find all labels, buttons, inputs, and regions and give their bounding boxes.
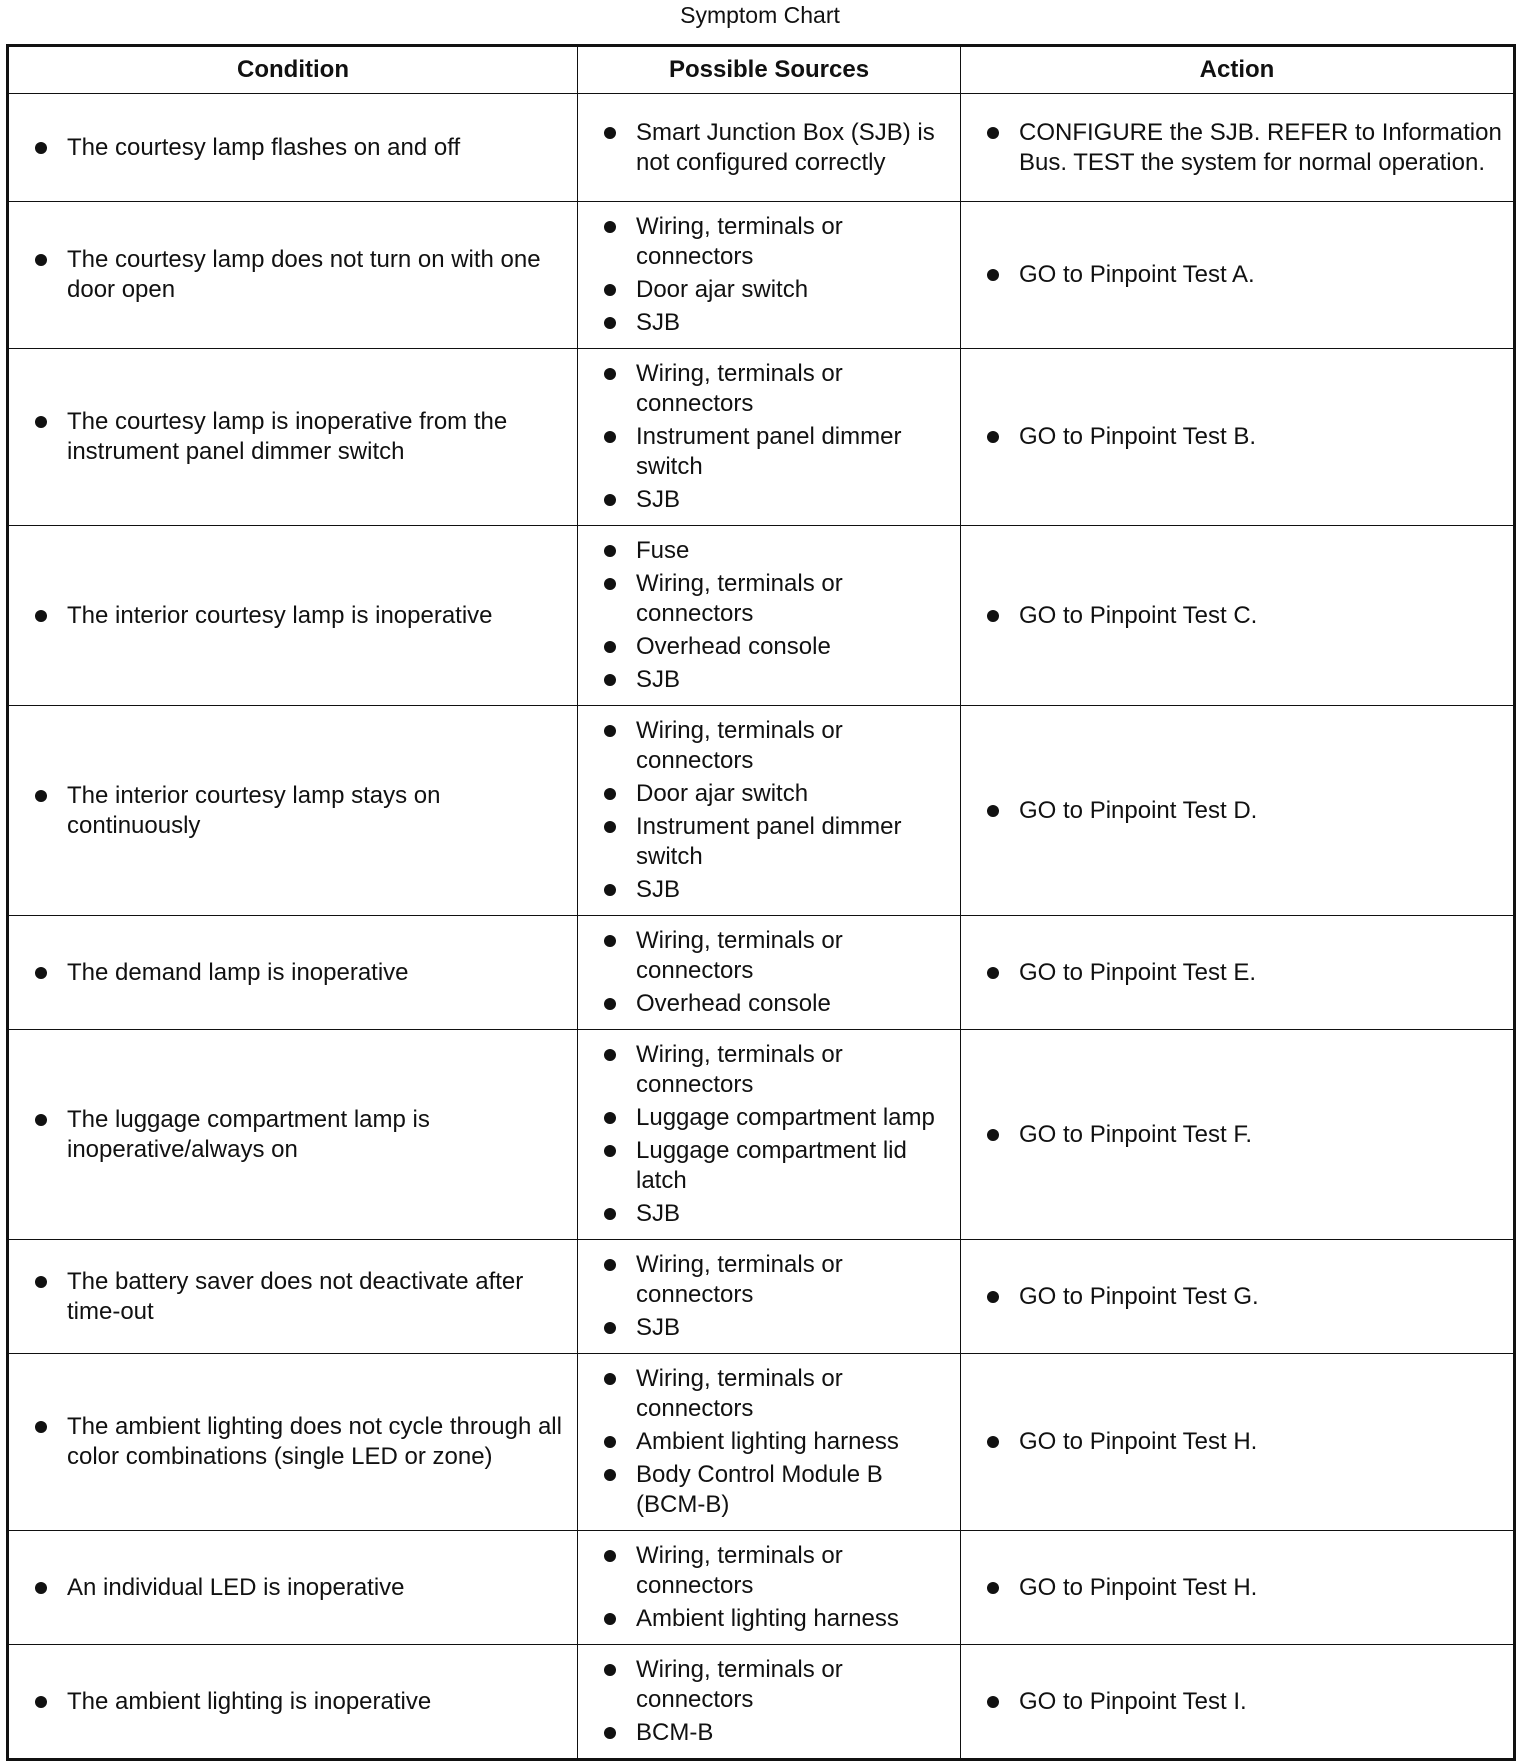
list-item: Overhead console [578, 632, 950, 662]
bullet-list [578, 1240, 960, 1353]
bullet-list [961, 108, 1513, 188]
list-item: The courtesy lamp is inoperative from the instrument panel dimmer switch [9, 407, 567, 467]
possible-sources-cell [578, 1354, 961, 1531]
list-item: Door ajar switch [578, 275, 950, 305]
list-item: The courtesy lamp flashes on and off [9, 133, 567, 163]
action-cell [961, 916, 1515, 1030]
page-title: Symptom Chart [680, 2, 840, 28]
bullet-list [9, 235, 577, 315]
list-item: Wiring, terminals or connectors [578, 926, 950, 986]
list-item: Instrument panel dimmer switch [578, 812, 950, 872]
bullet-list [961, 1110, 1513, 1160]
bullet-list [578, 1645, 960, 1758]
possible-sources-cell [578, 1240, 961, 1354]
bullet-list [9, 1402, 577, 1482]
table-row [8, 916, 1515, 1030]
bullet-list [961, 1563, 1513, 1613]
list-item: Wiring, terminals or connectors [578, 359, 950, 419]
action-cell [961, 349, 1515, 526]
possible-sources-cell [578, 916, 961, 1030]
list-item: GO to Pinpoint Test A. [961, 260, 1503, 290]
list-item: Body Control Module B (BCM-B) [578, 1460, 950, 1520]
list-item: Wiring, terminals or connectors [578, 1655, 950, 1715]
list-item: GO to Pinpoint Test G. [961, 1282, 1503, 1312]
table-row [8, 349, 1515, 526]
condition-cell [8, 202, 578, 349]
table-row [8, 202, 1515, 349]
possible-sources-cell [578, 349, 961, 526]
condition-cell [8, 1531, 578, 1645]
list-item: The courtesy lamp does not turn on with one door open [9, 245, 567, 305]
bullet-list [9, 123, 577, 173]
list-item: The ambient lighting does not cycle through all color combinations (single LED or zone) [9, 1412, 567, 1472]
bullet-list [578, 1030, 960, 1239]
condition-cell [8, 526, 578, 706]
list-item: Instrument panel dimmer switch [578, 422, 950, 482]
table-row [8, 1354, 1515, 1531]
action-cell [961, 706, 1515, 916]
list-item: Luggage compartment lid latch [578, 1136, 950, 1196]
list-item: SJB [578, 875, 950, 905]
list-item: GO to Pinpoint Test E. [961, 958, 1503, 988]
bullet-list [961, 591, 1513, 641]
list-item: The ambient lighting is inoperative [9, 1687, 567, 1717]
bullet-list [9, 771, 577, 851]
list-item: SJB [578, 485, 950, 515]
condition-cell [8, 916, 578, 1030]
list-item: Wiring, terminals or connectors [578, 1040, 950, 1100]
bullet-list [961, 1417, 1513, 1467]
list-item: The interior courtesy lamp stays on continuously [9, 781, 567, 841]
symptom-chart-table [6, 44, 1516, 1761]
header-condition: Condition [8, 46, 578, 94]
bullet-list [578, 1354, 960, 1530]
list-item: Wiring, terminals or connectors [578, 1250, 950, 1310]
list-item: Wiring, terminals or connectors [578, 716, 950, 776]
list-item: The battery saver does not deactivate after time-out [9, 1267, 567, 1327]
list-item: Overhead console [578, 989, 950, 1019]
list-item: An individual LED is inoperative [9, 1573, 567, 1603]
condition-cell [8, 1354, 578, 1531]
header-possible-sources: Possible Sources [578, 46, 961, 94]
bullet-list [578, 706, 960, 915]
table-row [8, 1030, 1515, 1240]
action-cell [961, 1354, 1515, 1531]
bullet-list [578, 916, 960, 1029]
table-row [8, 1645, 1515, 1760]
bullet-list [578, 526, 960, 705]
possible-sources-cell [578, 202, 961, 349]
header-action: Action [961, 46, 1515, 94]
condition-cell [8, 1240, 578, 1354]
table-row [8, 94, 1515, 202]
bullet-list [578, 1531, 960, 1644]
list-item: Luggage compartment lamp [578, 1103, 950, 1133]
condition-cell [8, 706, 578, 916]
table-row [8, 1240, 1515, 1354]
list-item: Fuse [578, 536, 950, 566]
action-cell [961, 1240, 1515, 1354]
possible-sources-cell [578, 94, 961, 202]
bullet-list [9, 948, 577, 998]
bullet-list [961, 1272, 1513, 1322]
bullet-list [961, 1677, 1513, 1727]
list-item: Ambient lighting harness [578, 1604, 950, 1634]
list-item: Wiring, terminals or connectors [578, 1541, 950, 1601]
bullet-list [9, 591, 577, 641]
action-cell [961, 526, 1515, 706]
list-item: GO to Pinpoint Test D. [961, 796, 1503, 826]
table-row [8, 706, 1515, 916]
list-item: SJB [578, 1199, 950, 1229]
list-item: GO to Pinpoint Test H. [961, 1573, 1503, 1603]
list-item: Wiring, terminals or connectors [578, 212, 950, 272]
bullet-list [961, 786, 1513, 836]
bullet-list [961, 412, 1513, 462]
bullet-list [578, 108, 960, 188]
bullet-list [578, 349, 960, 525]
possible-sources-cell [578, 1645, 961, 1760]
bullet-list [9, 1563, 577, 1613]
possible-sources-cell [578, 1531, 961, 1645]
list-item: The interior courtesy lamp is inoperative [9, 601, 567, 631]
possible-sources-cell [578, 706, 961, 916]
list-item: Wiring, terminals or connectors [578, 1364, 950, 1424]
condition-cell [8, 349, 578, 526]
list-item: GO to Pinpoint Test I. [961, 1687, 1503, 1717]
table-body [8, 94, 1515, 1760]
list-item: Ambient lighting harness [578, 1427, 950, 1457]
list-item: The demand lamp is inoperative [9, 958, 567, 988]
possible-sources-cell [578, 1030, 961, 1240]
condition-cell [8, 1645, 578, 1760]
list-item: GO to Pinpoint Test H. [961, 1427, 1503, 1457]
bullet-list [9, 397, 577, 477]
list-item: The luggage compartment lamp is inoperative/always on [9, 1105, 567, 1165]
list-item: SJB [578, 1313, 950, 1343]
list-item: Door ajar switch [578, 779, 950, 809]
list-item: CONFIGURE the SJB. REFER to Information Bus. TEST the system for normal operation. [961, 118, 1503, 178]
list-item: Smart Junction Box (SJB) is not configured correctly [578, 118, 950, 178]
condition-cell [8, 94, 578, 202]
bullet-list [9, 1257, 577, 1337]
action-cell [961, 1030, 1515, 1240]
list-item: GO to Pinpoint Test C. [961, 601, 1503, 631]
possible-sources-cell [578, 526, 961, 706]
bullet-list [961, 250, 1513, 300]
table-row [8, 1531, 1515, 1645]
list-item: GO to Pinpoint Test B. [961, 422, 1503, 452]
action-cell [961, 202, 1515, 349]
bullet-list [9, 1677, 577, 1727]
bullet-list [578, 202, 960, 348]
bullet-list [9, 1095, 577, 1175]
bullet-list [961, 948, 1513, 998]
table-header-row [8, 46, 1515, 94]
list-item: Wiring, terminals or connectors [578, 569, 950, 629]
action-cell [961, 1645, 1515, 1760]
list-item: SJB [578, 665, 950, 695]
list-item: BCM-B [578, 1718, 950, 1748]
list-item: SJB [578, 308, 950, 338]
condition-cell [8, 1030, 578, 1240]
table-row [8, 526, 1515, 706]
action-cell [961, 94, 1515, 202]
list-item: GO to Pinpoint Test F. [961, 1120, 1503, 1150]
action-cell [961, 1531, 1515, 1645]
